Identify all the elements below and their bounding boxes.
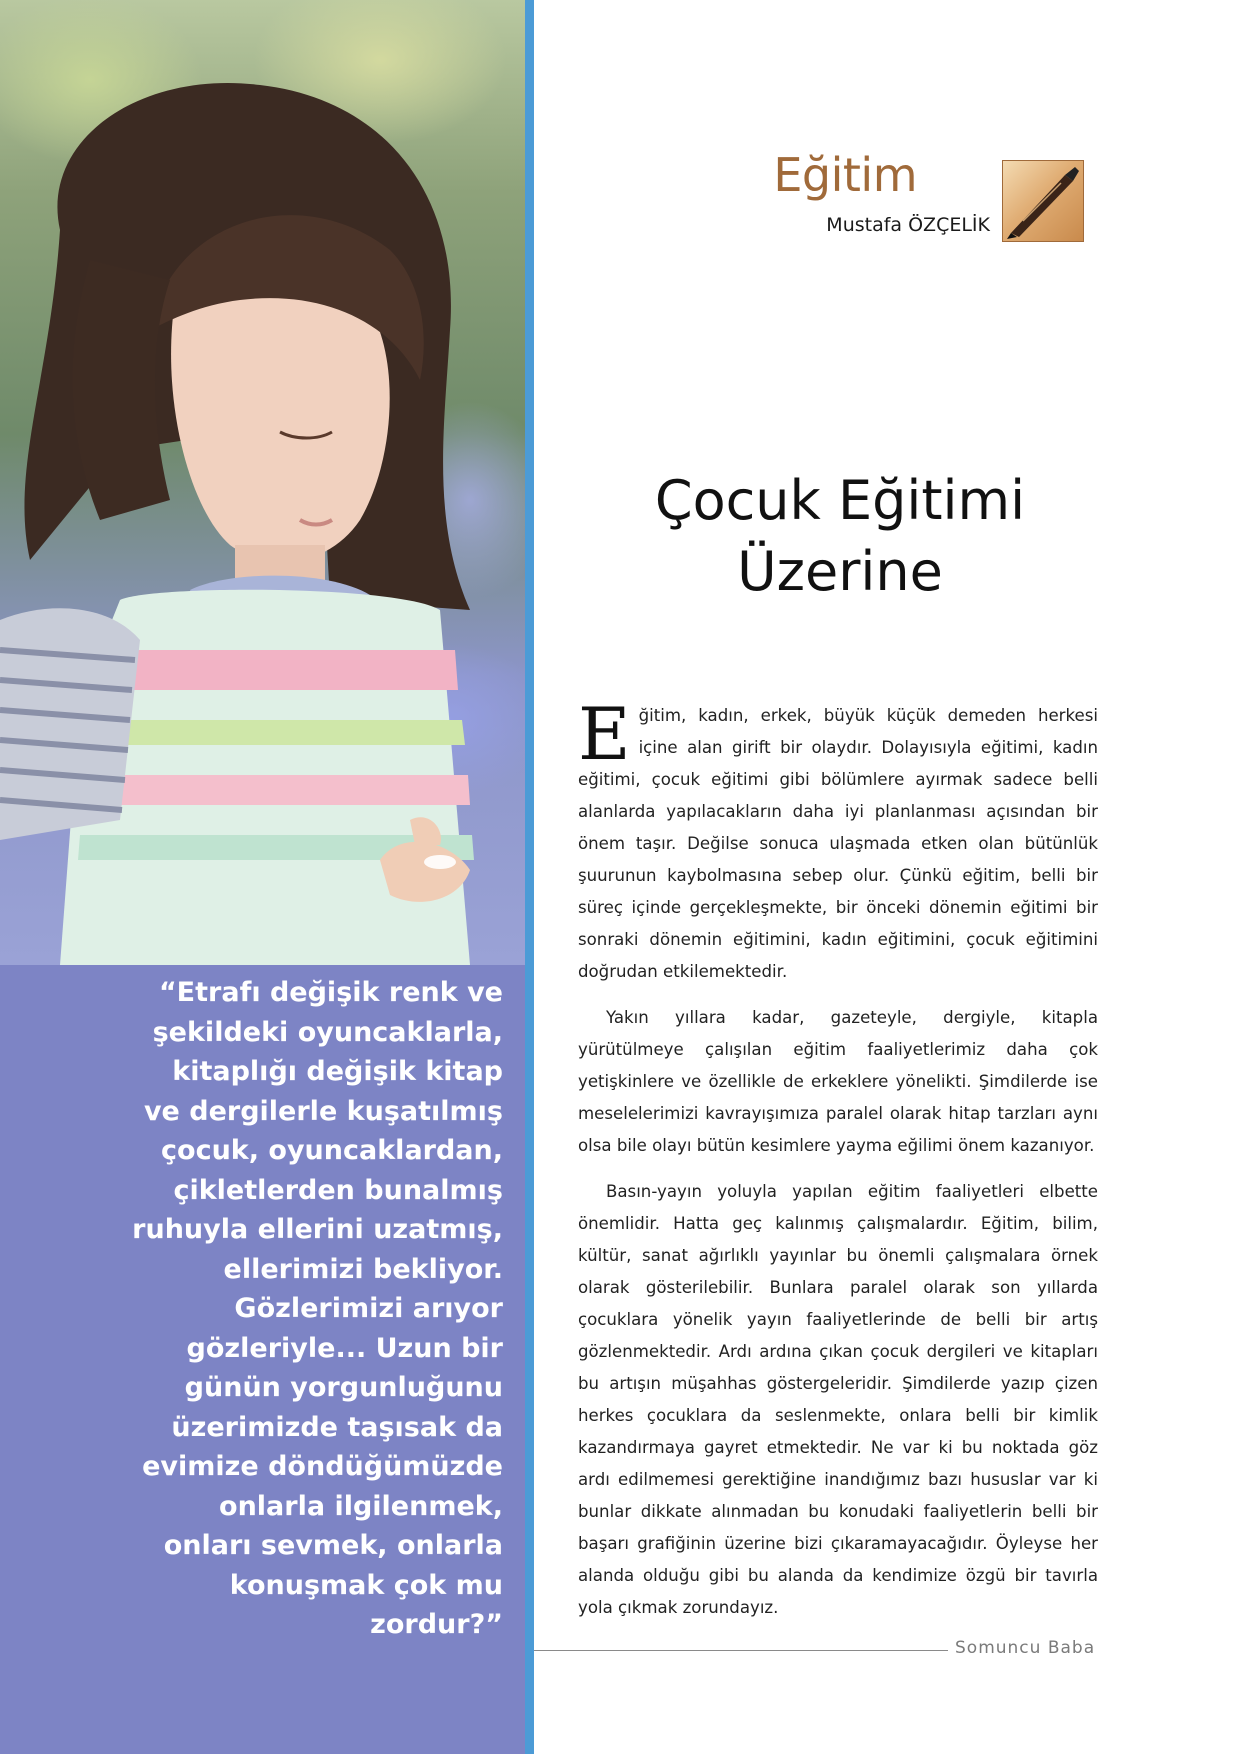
quote-line: şekildeki oyuncaklarla, [152, 1016, 503, 1048]
quote-line: Gözlerimizi arıyor [234, 1293, 503, 1324]
author-name: Mustafa ÖZÇELİK [826, 214, 990, 236]
quote-line: çikletlerden bunalmış [173, 1174, 503, 1206]
quote-line: ve dergilerle kuşatılmış [143, 1095, 503, 1127]
article-title [600, 465, 1080, 607]
article-title-line: Üzerine [737, 540, 943, 603]
child-illustration [0, 0, 525, 965]
child-photo [0, 0, 525, 965]
quote-line: üzerimizde taşısak da [171, 1411, 503, 1443]
column-divider [525, 0, 534, 1754]
paragraph: Basın-yayın yoluyla yapılan eğitim faaliyetleri elbette önemlidir. Hatta geç kalınmış çalışmalardır. Eğitim, bilim, kültür, sanat ağırlıklı yayınlar bu önemli çalışmalara örnek olarak gösterilebilir. Bunlara paralel olarak son yıllarda çocuklara yönelik yayın faaliyetlerinde de belli bir artış gözlenmektedir. Ardı ardına çıkan çocuk dergileri ve kitapları bu artışın müşahhas göstergeleridir. Şimdilerde yazıp çizen herkes çocuklara da seslenmekte, onlara belli bir kimlik kazandırmaya gayret etmektedir. Ne var ki bu noktada göz ardı edilmemesi gerektiğine inandığımız bazı hususlar var ki bunlar dikkate alınmadan bu konudaki faaliyetlerin belli bir başarı grafiğinin üzerine bizi çıkaramayacağıdır. Öyleyse her alanda olduğu gibi bu alanda da kendimize özgü bir tavırla yola çıkmak zorundayız. [578, 1182, 1098, 1617]
paragraph-text: ğitim, kadın, erkek, büyük küçük demeden herkesi içine alan girift bir olaydır. Dolayısıyla eğitimi, kadın eğitimi, çocuk eğitimi gibi bölümlere ayırmak sadece belli alanlarda yapılacakların daha iyi planlanması açısından bir önem taşır. Değilse sonuca ulaşmada etken olan bütünlük şuurunun kaybolmasına sebep olur. Çünkü eğitim, belli bir süreç içinde gerçekleşmekte, bir önceki dönemin eğitimi bir sonraki dönemin eğitimini, kadın eğitimini, çocuk eğitimini doğrudan etkilemektedir. [578, 706, 1098, 981]
paragraph: Yakın yıllara kadar, gazeteyle, dergiyle, kitapla yürütülmeye çalışılan eğitim faaliyetlerimiz daha çok yetişkinlere ve özellikle de erkeklere yönelikti. Şimdilerde ise meselelerimizi kavrayışımıza paralel olarak hitap tarzları aynı olsa bile olayı bütün kesimlere yayma eğilimi önem kazanıyor. [578, 1008, 1098, 1155]
quote-line: kitaplığı değişik kitap [172, 1056, 503, 1087]
paragraph [578, 692, 1098, 988]
quote-line: onları sevmek, onlarla [163, 1530, 503, 1561]
quote-line: onlarla ilgilenmek, [219, 1490, 503, 1522]
footer-brand: Somuncu Baba [955, 1638, 1096, 1658]
footer-rule [534, 1650, 948, 1651]
section-title: Eğitim [773, 148, 917, 202]
pen-icon [1002, 160, 1084, 242]
pull-quote-box [0, 965, 525, 1754]
quote-line: “Etrafı değişik renk ve [158, 977, 503, 1008]
quote-line: zordur?” [370, 1609, 503, 1640]
quote-line: gözleriyle... Uzun bir [186, 1332, 503, 1364]
quote-line: ruhuyla ellerini uzatmış, [132, 1214, 503, 1245]
quote-line: evimize döndüğümüzde [142, 1451, 503, 1482]
article-title-line: Çocuk Eğitimi [654, 469, 1026, 532]
quote-line: ellerimizi bekliyor. [223, 1253, 503, 1285]
quote-line: günün yorgunluğunu [184, 1372, 503, 1403]
pull-quote [33, 973, 503, 1645]
article-body [578, 692, 1098, 1638]
quote-line: konuşmak çok mu [229, 1569, 503, 1601]
quote-line: çocuk, oyuncaklardan, [161, 1135, 503, 1166]
drop-cap: E [578, 692, 631, 776]
